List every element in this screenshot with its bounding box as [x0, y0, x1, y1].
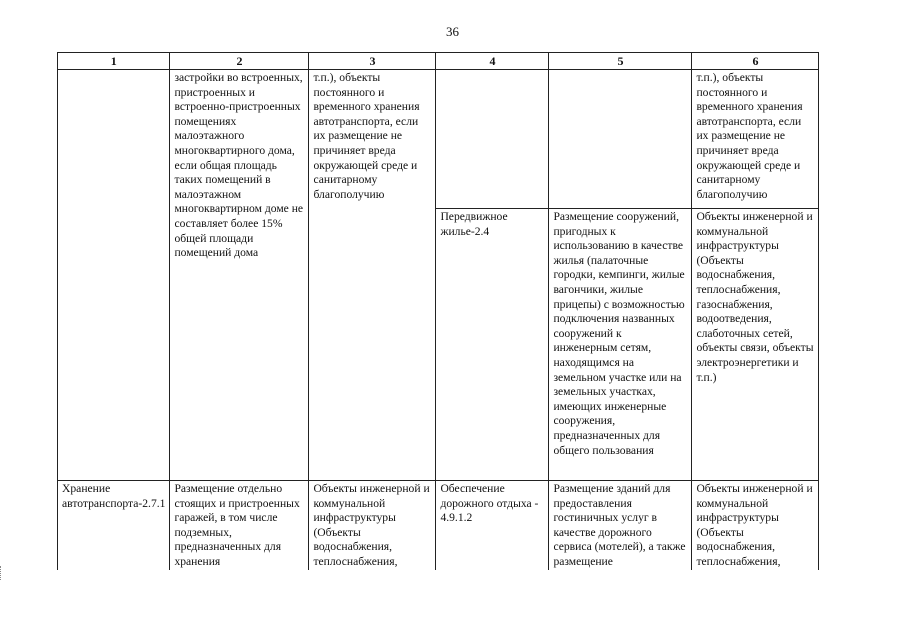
- scan-margin-mark: [0, 566, 5, 580]
- table-cell-empty: [58, 70, 170, 481]
- table-cell: Объекты инженерной и коммунальной инфраструктуры (Объекты водоснабжения, теплоснабжения,: [309, 481, 436, 570]
- table-cell: Размещение зданий для предоставления гостиничных услуг в качестве дорожного сервиса (мотелей), а также размещение: [549, 481, 692, 570]
- header-col-4: 4: [436, 53, 549, 70]
- table-cell: Объекты инженерной и коммунальной инфраструктуры (Объекты водоснабжения, теплоснабжения,: [692, 481, 819, 570]
- table-cell: Объекты инженерной и коммунальной инфраструктуры (Объекты водоснабжения, теплоснабжения, газоснабжения, водоотведения, слаботочных сетей, объекты связи, объекты электроэнергетики и т.п.): [692, 209, 819, 481]
- table-cell: Размещение сооружений, пригодных к использованию в качестве жилья (палаточные городки, кемпинги, жилые вагончики, жилые прицепы) с возможностью подключения названных сооружений к инженерным сетям, находящимся на земельном участке или на земельных участках, имеющих инженерные сооружения, предназначенных для общего пользования: [549, 209, 692, 481]
- header-col-3: 3: [309, 53, 436, 70]
- header-col-6: 6: [692, 53, 819, 70]
- table-row: [58, 70, 819, 209]
- header-col-5: 5: [549, 53, 692, 70]
- table-row: [58, 481, 819, 570]
- table-cell: Размещение отдельно стоящих и пристроенных гаражей, в том числе подземных, предназначенных для хранения: [170, 481, 309, 570]
- table-cell: Обеспечение дорожного отдыха - 4.9.1.2: [436, 481, 549, 570]
- table-cell-empty: [549, 70, 692, 209]
- header-col-2: 2: [170, 53, 309, 70]
- header-col-1: 1: [58, 53, 170, 70]
- regulations-table: [57, 52, 819, 570]
- table-cell-empty: [436, 70, 549, 209]
- table-header-row: [58, 53, 819, 70]
- table-cell: т.п.), объекты постоянного и временного хранения автотранспорта, если их размещение не причиняет вреда окружающей среде и санитарному благополучию: [309, 70, 436, 481]
- table-cell: т.п.), объекты постоянного и временного хранения автотранспорта, если их размещение не причиняет вреда окружающей среде и санитарному благополучию: [692, 70, 819, 209]
- table-cell: Хранение автотранспорта-2.7.1: [58, 481, 170, 570]
- table-cell: Передвижное жилье-2.4: [436, 209, 549, 481]
- page-number: 36: [446, 24, 459, 39]
- table-cell: застройки во встроенных, пристроенных и встроенно-пристроенных помещениях малоэтажного многоквартирного дома, если общая площадь таких помещений в малоэтажном многоквартирном доме не составляет более 15% общей площади помещений дома: [170, 70, 309, 481]
